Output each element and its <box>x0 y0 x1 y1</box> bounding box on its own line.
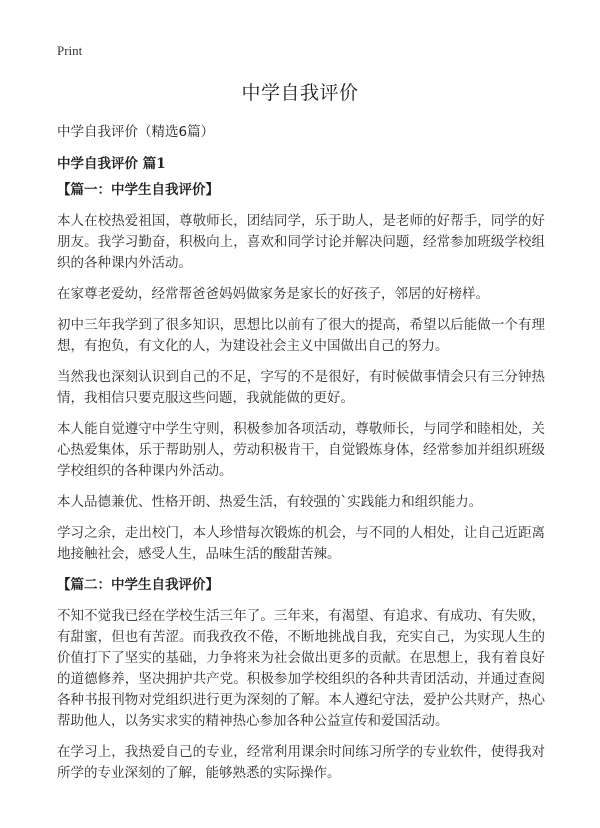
paragraph: 学习之余，走出校门，本人珍惜每次锻炼的机会，与不同的人相处，让自己近距离地接触社会，感受人生，品味生活的酸甜苦辣。 <box>57 525 545 562</box>
article-body <box>57 180 545 794</box>
paragraph: 本人能自觉遵守中学生守则，积极参加各项活动，尊敬师长，与同学和睦相处，关心热爱集体，乐于帮助别人，劳动积极肯干，自觉锻炼身体，经常参加并组织班级学校组织的各种课内外活动。 <box>57 421 545 479</box>
document-subtitle: 中学自我评价（精选6篇） <box>57 124 215 140</box>
print-link[interactable]: Print <box>57 43 83 58</box>
part-heading: 【篇二：中学生自我评价】 <box>57 577 219 593</box>
paragraph: 在学习上，我热爱自己的专业，经常利用课余时间练习所学的专业软件，使得我对所学的专业深刻的了解，能够熟悉的实际操作。 <box>57 744 545 781</box>
paragraph: 当然我也深刻认识到自己的不足，字写的不是很好，有时候做事情会只有三分钟热情，我相信只要克服这些问题，我就能做的更好。 <box>57 369 545 406</box>
paragraph: 在家尊老爱幼，经常帮爸爸妈妈做家务是家长的好孩子，邻居的好榜样。 <box>57 286 489 302</box>
page-title: 中学自我评价 <box>241 82 359 104</box>
paragraph: 初中三年我学到了很多知识，思想比以前有了很大的提高，希望以后能做一个有理想，有抱负，有文化的人，为建设社会主义中国做出自己的努力。 <box>57 317 545 354</box>
paragraph: 不知不觉我已经在学校生活三年了。三年来，有渴望、有追求、有成功、有失败，有甜蜜，但也有苦涩。而我孜孜不倦，不断地挑战自我，充实自己，为实现人生的价值打下了坚实的基础，力争将来为社会做出更多的贡献。在思想上，我有着良好的道德修养，坚决拥护共产党。积极参加学校组织的各种共青团活动，并通过查阅各种书报刊物对党组织进行更为深刻的了解。本人遵纪守法，爱护公共财产，热心帮助他人，以务实求实的精神热心参加各种公益宣传和爱国活动。 <box>57 608 545 729</box>
paragraph: 本人品德兼优、性格开朗、热爱生活，有较强的`实践能力和组织能力。 <box>57 494 483 510</box>
section-heading: 中学自我评价 篇1 <box>57 156 166 172</box>
paragraph: 本人在校热爱祖国，尊敬师长，团结同学，乐于助人，是老师的好帮手，同学的好朋友。我学习勤奋，积极向上，喜欢和同学讨论并解决问题，经常参加班级学校组织的各种课内外活动。 <box>57 213 545 271</box>
part-heading: 【篇一：中学生自我评价】 <box>57 182 219 198</box>
